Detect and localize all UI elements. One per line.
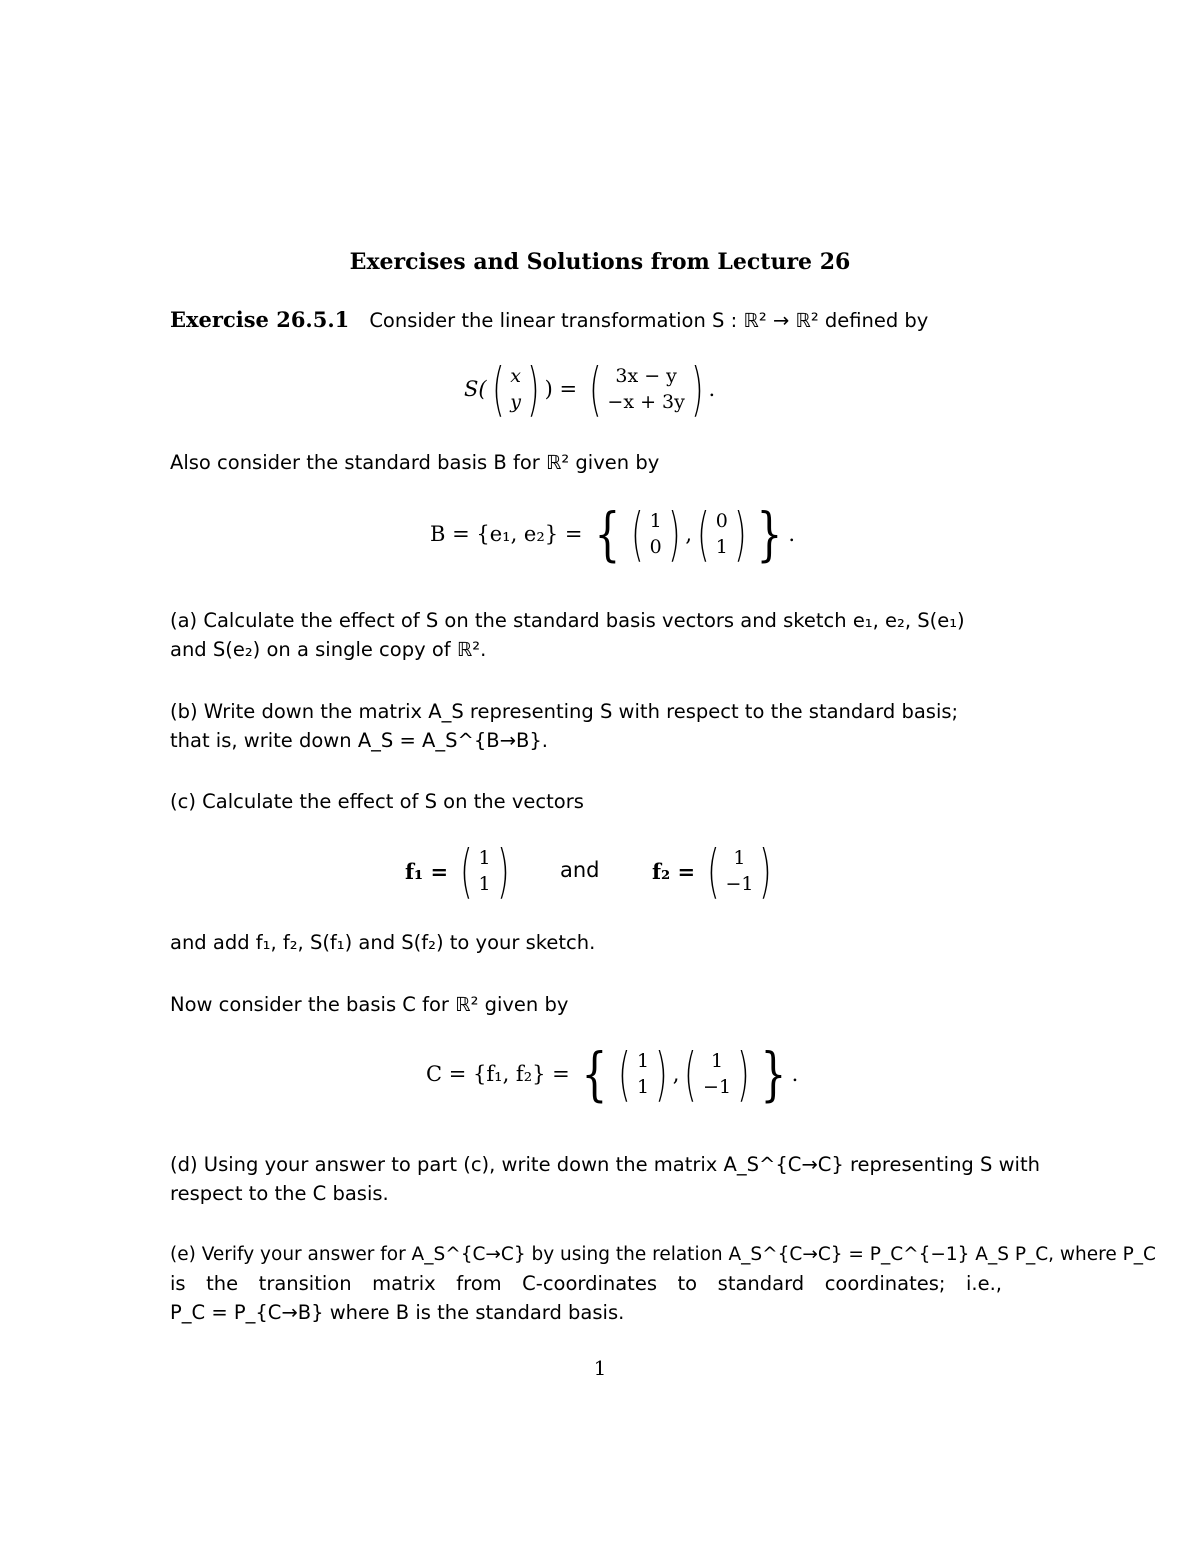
part-c-line2: and add f₁, f₂, S(f₁) and S(f₂) to your sketch. <box>170 931 596 954</box>
eq1-in-bot: y <box>510 391 521 413</box>
f2-top: 1 <box>733 847 746 869</box>
exercise-intro-line <box>170 305 928 336</box>
eq2-sep: , <box>685 522 693 546</box>
part-d-line1: (d) Using your answer to part (c), write down the matrix A_S^{C→C} representing S with <box>170 1153 1040 1176</box>
part-b-line2 <box>170 726 548 756</box>
part-e-line1: (e) Verify your answer for A_S^{C→C} by using the relation A_S^{C→C} = P_C^{−1} A_S P_C, where P_C <box>170 1244 1156 1265</box>
eq1-fn: S( <box>464 377 487 401</box>
eq3-v1-bot: 1 <box>636 1076 650 1098</box>
equation-transformation: S( ( x y ) ) = ( 3x − y −x + 3y ) . <box>464 355 716 423</box>
page-title: Exercises and Solutions from Lecture 26 <box>349 249 851 275</box>
part-a-line1: (a) Calculate the effect of S on the standard basis vectors and sketch e₁, e₂, S(e₁) <box>170 609 965 632</box>
eq3-lhs: C = {f₁, f₂} = <box>426 1062 570 1086</box>
eq3-v2-bot: −1 <box>703 1076 732 1098</box>
eq2-v1-top: 1 <box>649 510 662 532</box>
eq3-v1-top: 1 <box>636 1050 650 1072</box>
equation-basis-b: B = {e₁, e₂} = { ( 1 0 ) , ( 0 1 ) } . <box>430 500 796 568</box>
eq2-end: . <box>788 522 796 546</box>
eq1-out-bot: −x + 3y <box>607 391 685 413</box>
eq2-v1-bot: 0 <box>649 536 662 558</box>
eq3-sep: , <box>672 1062 680 1086</box>
and-word: and <box>560 858 600 882</box>
part-b-line1: (b) Write down the matrix A_S representing S with respect to the standard basis; <box>170 700 959 723</box>
part-e-line2: is the transition matrix from C-coordinates to standard coordinates; i.e., <box>170 1272 1002 1295</box>
eq2-v2-top: 0 <box>715 510 728 532</box>
eq1-in-top: x <box>510 365 521 387</box>
f2-bot: −1 <box>725 873 754 895</box>
equation-f1: f₁ = ( 1 1 ) <box>405 837 510 905</box>
eq1-end: . <box>708 377 716 401</box>
part-d-line2: respect to the C basis. <box>170 1182 389 1205</box>
exercise-intro: Consider the linear transformation S : ℝ² → ℝ² defined by <box>369 309 929 332</box>
part-b-line2-math: A_S = A_S^{B→B}. <box>357 729 548 752</box>
part-e-line3: P_C = P_{C→B} where B is the standard basis. <box>170 1301 625 1324</box>
part-a-line2: and S(e₂) on a single copy of ℝ². <box>170 638 487 661</box>
page-number: 1 <box>593 1356 607 1380</box>
exercise-label: Exercise 26.5.1 <box>170 307 350 332</box>
eq3-end: . <box>791 1062 799 1086</box>
basis-b-text: Also consider the standard basis B for ℝ² given by <box>170 451 660 474</box>
f1-lhs: f₁ = <box>405 858 449 884</box>
basis-c-text: Now consider the basis C for ℝ² given by <box>170 993 569 1016</box>
f1-bot: 1 <box>478 873 491 895</box>
eq3-v2-top: 1 <box>711 1050 724 1072</box>
eq1-close: ) = <box>544 377 578 401</box>
eq2-lhs: B = {e₁, e₂} = <box>430 522 583 546</box>
equation-f2: f₂ = ( 1 −1 ) <box>652 837 773 905</box>
part-b-line2-pre: that is, write down <box>170 729 358 752</box>
eq1-out-top: 3x − y <box>615 365 677 387</box>
f2-lhs: f₂ = <box>652 858 696 884</box>
eq2-v2-bot: 1 <box>715 536 728 558</box>
part-c-line1: (c) Calculate the effect of S on the vectors <box>170 790 584 813</box>
f1-top: 1 <box>478 847 491 869</box>
equation-basis-c: C = {f₁, f₂} = { ( 1 1 ) , ( 1 −1 ) } . <box>426 1040 799 1108</box>
